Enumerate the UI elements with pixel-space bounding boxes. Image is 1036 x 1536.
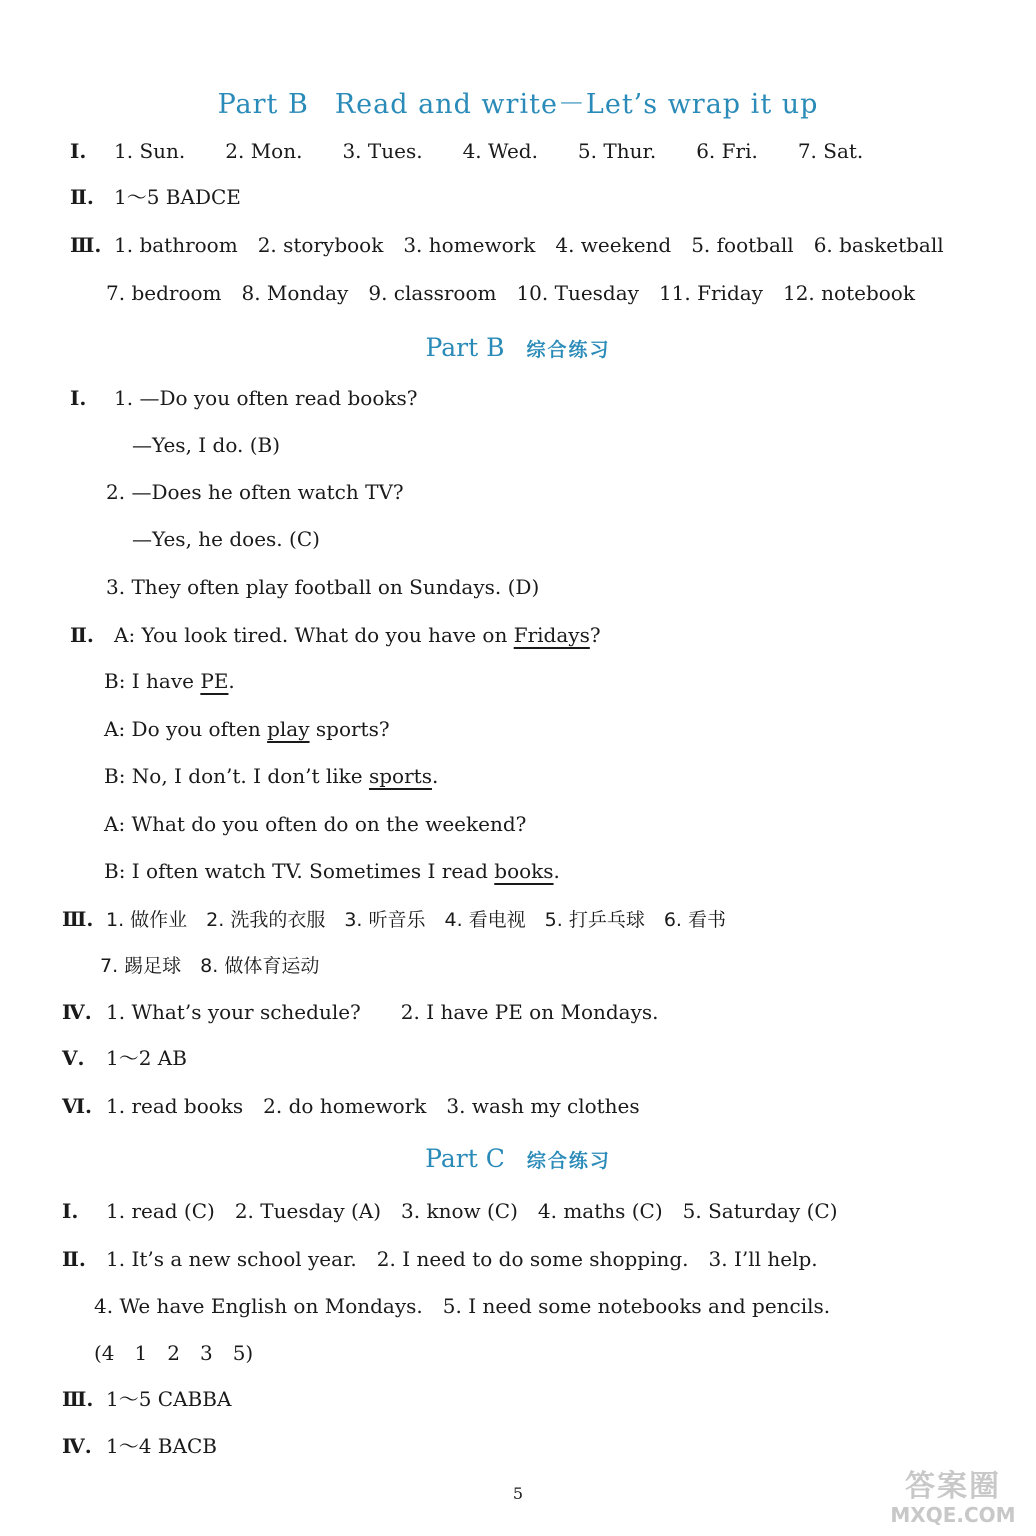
watermark-logo-text: 答案圈 [905,1469,1001,1504]
answer-text: (4 1 2 3 5) [94,1341,254,1365]
question-number: Ⅳ. [62,1434,92,1458]
s2-q3-line2 [100,952,319,979]
question-number: Ⅳ. [62,1000,92,1024]
filled-answer: Fridays [513,623,590,647]
section-heading: 综合练习 [526,339,611,361]
question-number: Ⅰ. [70,139,87,163]
s2-q5-answers [62,1045,187,1071]
filled-answer: books [494,859,554,883]
answer-text: 7. bedroom 8. Monday 9. classroom 10. Tuesday 11. Friday 12. notebook [106,281,915,305]
s2-q1-line1 [70,385,417,411]
question-number: Ⅰ. [70,386,87,410]
section-title-part-b-practice [0,333,1036,362]
s1-q1-answers [70,138,863,164]
section-part-label: Part C [425,1144,505,1173]
s3-q3-answers [62,1386,231,1412]
s2-q2-dialogue-5 [104,811,526,837]
dialogue-text: B: I often watch TV. Sometimes I read [104,859,495,883]
question-number: Ⅵ. [62,1094,92,1118]
answer-text: 7. 踢足球 8. 做体育运动 [100,955,320,977]
dialogue-text: B: I have [104,669,201,693]
answer-text: 4. We have English on Mondays. 5. I need some notebooks and pencils. [94,1294,831,1318]
s2-q3-line1 [62,906,726,933]
question-number: Ⅱ. [70,185,94,209]
question-number: Ⅲ. [70,233,102,257]
s1-q3-answers-line1 [70,232,944,258]
answer-text: 1. —Do you often read books? [114,386,418,410]
watermark-logo [878,1470,1028,1532]
answer-text: 1～5 CABBA [106,1387,232,1411]
dialogue-text: B: No, I don’t. I don’t like [104,764,369,788]
question-number: Ⅲ. [62,1387,94,1411]
section-title-read-and-write [0,82,1036,121]
answer-text: —Yes, he does. (C) [132,527,320,551]
section-part-label: Part B [425,333,505,362]
watermark-url: MXQE.COM [890,1503,1016,1527]
question-number: Ⅴ. [62,1046,85,1070]
answer-text: 1. read books 2. do homework 3. wash my clothes [106,1094,640,1118]
section-part-label: Part B [217,89,309,120]
section-title-part-c-practice [0,1144,1036,1173]
question-number: Ⅱ. [70,623,94,647]
s1-q3-answers-line2 [106,280,915,306]
dialogue-text: sports? [309,717,390,741]
s2-q2-dialogue-1 [70,622,601,648]
answer-text: 1. Sun. 2. Mon. 3. Tues. 4. Wed. 5. Thur. 6. Fri. 7. Sat. [114,139,864,163]
filled-answer: sports [368,764,432,788]
s2-q2-dialogue-2 [104,668,235,694]
page-number: 5 [512,1484,524,1503]
answer-text: 1. read (C) 2. Tuesday (A) 3. know (C) 4. maths (C) 5. Saturday (C) [106,1199,838,1223]
s2-q2-dialogue-6 [104,858,560,884]
dialogue-text: . [228,669,235,693]
answer-text: 1～5 BADCE [114,185,241,209]
filled-answer: PE [200,669,229,693]
s3-q2-order [94,1340,253,1366]
answer-text: 1. bathroom 2. storybook 3. homework 4. weekend 5. football 6. basketball [114,233,944,257]
dialogue-text: ? [589,623,601,647]
answer-text: 1～4 BACB [106,1434,217,1458]
answer-text: 1～2 AB [106,1046,187,1070]
question-number: Ⅲ. [62,907,94,931]
s2-q2-dialogue-3 [104,716,390,742]
dialogue-text: . [431,764,439,788]
answer-text: 1. What’s your schedule? 2. I have PE on Mondays. [106,1000,659,1024]
filled-answer: play [267,717,310,741]
s1-q2-answers [70,184,241,210]
s3-q1-answers [62,1198,838,1224]
dialogue-text: A: What do you often do on the weekend? [104,812,527,836]
s2-q1-line4 [132,526,320,552]
s2-q1-line3 [106,479,404,505]
answer-text: —Yes, I do. (B) [132,433,281,457]
s3-q2-line2 [94,1293,830,1319]
s2-q1-line5 [106,574,539,600]
section-heading: 综合练习 [526,1150,611,1172]
s2-q6-answers [62,1093,640,1119]
s2-q1-line2 [132,432,280,458]
section-heading: Read and write－Let’s wrap it up [334,89,819,120]
answer-text: 1. It’s a new school year. 2. I need to do some shopping. 3. I’ll help. [106,1247,818,1271]
s2-q4-answers [62,999,659,1025]
dialogue-text: . [553,859,560,883]
answer-text: 3. They often play football on Sundays. (D) [106,575,540,599]
question-number: Ⅱ. [62,1247,86,1271]
question-number: Ⅰ. [62,1199,79,1223]
dialogue-text: A: You look tired. What do you have on [114,623,514,647]
s3-q2-line1 [62,1246,818,1272]
dialogue-text: A: Do you often [104,717,268,741]
answer-text: 2. —Does he often watch TV? [106,480,404,504]
s2-q2-dialogue-4 [104,763,438,789]
answer-text: 1. 做作业 2. 洗我的衣服 3. 听音乐 4. 看电视 5. 打乒乓球 6. 看书 [106,909,727,931]
s3-q4-answers [62,1433,217,1459]
